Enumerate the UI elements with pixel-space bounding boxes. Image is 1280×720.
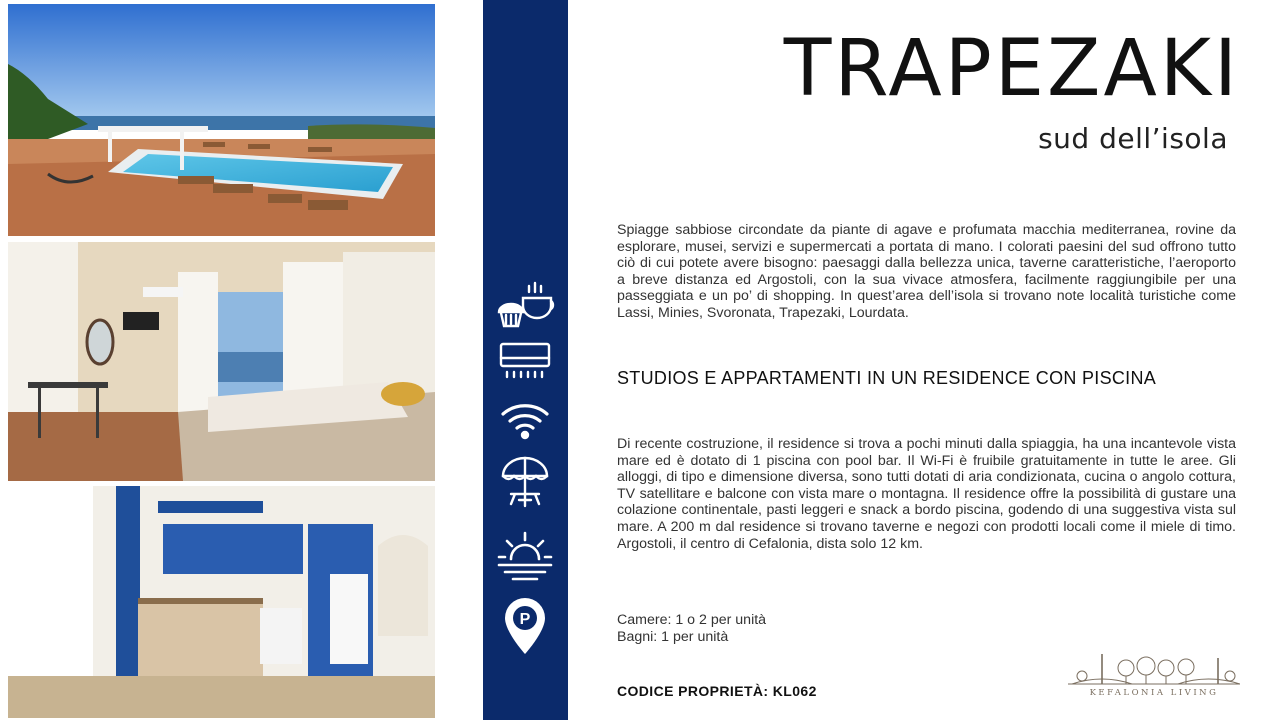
air-conditioning-icon xyxy=(493,328,557,392)
beach-umbrella-icon xyxy=(493,450,557,514)
breakfast-icon xyxy=(493,272,557,336)
pool-photo xyxy=(8,4,435,236)
logo-text: KEFALONIA LIVING xyxy=(1089,688,1219,698)
svg-text:P: P xyxy=(519,611,531,628)
intro-paragraph: Spiagge sabbiose circondate da piante di agave e profumata macchia mediterranea, rovine da esplorare, musei, servizi e supermercati a portata di mano. I colorati paesini del sud offrono tutto ciò di cui potete avere bisogno: paesaggi dalla bellezza unica, taverne caratteristiche, l’aeroporto a breve distanza ed Argostoli, con la sua vivace atmosfera, facilmente raggiungibile per una passeggiata e un po’ di shopping. In quest’area dell’isola si trovano note località turistiche come Lassi, Minies, Svoronata, Trapezaki, Lourdata. xyxy=(617,222,1236,321)
olive-trees-logo-icon xyxy=(1068,650,1240,690)
bedroom-photo xyxy=(8,242,435,481)
sunset-view-icon xyxy=(493,525,557,589)
kitchen-photo xyxy=(8,486,435,718)
description-paragraph: Di recente costruzione, il residence si trova a pochi minuti dalla spiaggia, ha una incantevole vista mare ed è dotato di 1 piscina con pool bar. Il Wi-Fi è fruibile gratuitamente in tutte le aree. Gli alloggi, di tipo e dimensione diversa, sono tutti dotati di aria condizionata, cucina o angolo cottura, TV satellitare e balcone con vista mare o montagna. Il residence offre la possibilità di gustare una colazione continentale, pasti leggeri e snack a bordo piscina, godendo di una suggestiva vista sul mare. A 200 m dal residence si trovano taverne e negozi con prodotti locali come il miele di timo. Argostoli, il centro di Cefalonia, dista solo 12 km. xyxy=(617,436,1236,552)
page-title: TRAPEZAKI xyxy=(783,24,1240,114)
amenity-band xyxy=(483,0,568,720)
page-subtitle: sud dell’isola xyxy=(1038,122,1228,155)
rooms-info: Camere: 1 o 2 per unità xyxy=(617,612,767,628)
baths-info: Bagni: 1 per unità xyxy=(617,629,729,645)
section-heading: STUDIOS E APPARTAMENTI IN UN RESIDENCE CON PISCINA xyxy=(617,368,1157,388)
property-facts xyxy=(617,612,766,646)
property-code: CODICE PROPRIETÀ: KL062 xyxy=(617,683,817,699)
wifi-icon xyxy=(493,386,557,450)
parking-icon xyxy=(493,594,557,658)
brand-logo xyxy=(1068,650,1240,702)
